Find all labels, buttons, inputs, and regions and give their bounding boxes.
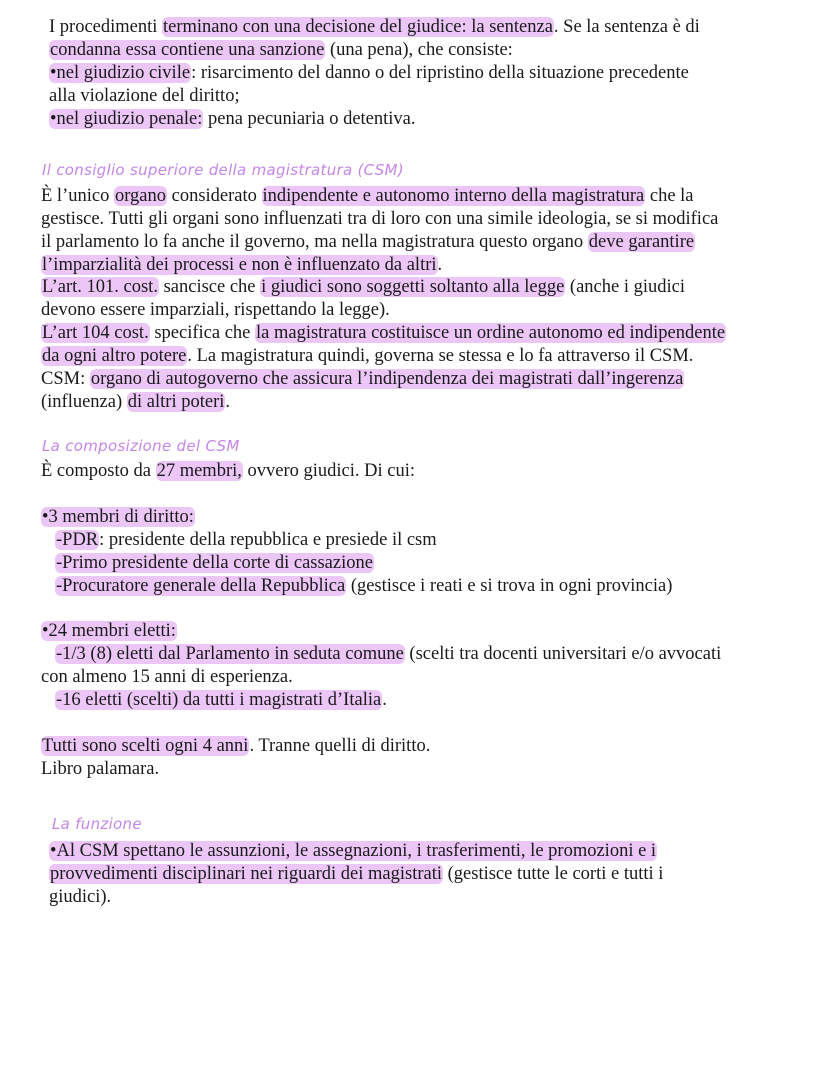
text-line bbox=[41, 391, 230, 414]
text-segment: . Se la sentenza è di bbox=[553, 17, 700, 37]
text-segment: pena pecuniaria o detentiva. bbox=[203, 109, 416, 129]
text-line bbox=[41, 758, 159, 781]
text-segment: Libro palamara. bbox=[41, 759, 160, 779]
text-segment: I procedimenti bbox=[49, 17, 163, 37]
highlighted-text: -PDR bbox=[56, 530, 99, 550]
text-line bbox=[55, 643, 721, 666]
highlighted-text: •nel giudizio penale: bbox=[50, 109, 203, 129]
text-segment: (influenza) bbox=[41, 392, 127, 412]
text-segment: . Tranne quelli di diritto. bbox=[249, 736, 431, 756]
text-line bbox=[49, 863, 663, 886]
text-line bbox=[41, 345, 693, 368]
text-segment: che la bbox=[645, 186, 694, 206]
text-line bbox=[41, 276, 685, 299]
text-line bbox=[49, 16, 700, 39]
text-segment: (gestisce tutte le corti e tutti i bbox=[443, 864, 664, 884]
text-line bbox=[55, 575, 672, 598]
highlighted-text: organo di autogoverno che assicura l’indipendenza dei magistrati dall’ingerenza bbox=[90, 369, 684, 389]
text-segment: sancisce che bbox=[158, 277, 261, 297]
text-segment: (anche i giudici bbox=[565, 277, 685, 297]
text-line bbox=[55, 552, 374, 575]
text-line bbox=[41, 666, 293, 689]
text-line bbox=[41, 620, 177, 643]
highlighted-text: L’art 104 cost. bbox=[42, 323, 149, 343]
text-line bbox=[41, 735, 430, 758]
text-line bbox=[41, 208, 718, 231]
text-line bbox=[41, 506, 195, 529]
text-segment: . bbox=[382, 690, 387, 710]
highlighted-text: la magistratura costituisce un ordine autonomo ed indipendente bbox=[256, 323, 726, 343]
text-segment: È l’unico bbox=[41, 186, 114, 206]
section-heading: Il consiglio superiore della magistratura (CSM) bbox=[42, 161, 404, 179]
highlighted-text: da ogni altro potere bbox=[42, 346, 187, 366]
text-segment: (scelti tra docenti universitari e/o avvocati bbox=[404, 644, 722, 664]
highlighted-text: deve garantire bbox=[588, 232, 695, 252]
highlighted-text: l’imparzialità dei processi e non è influenzato da altri bbox=[42, 255, 437, 275]
text-segment: : risarcimento del danno o del ripristino della situazione precedente bbox=[191, 63, 689, 83]
highlighted-text: 27 membri, bbox=[156, 461, 242, 481]
highlighted-text: -Primo presidente della corte di cassazione bbox=[56, 553, 373, 573]
text-line bbox=[49, 840, 657, 863]
section-heading: La funzione bbox=[52, 815, 142, 833]
text-segment: . La magistratura quindi, governa se stessa e lo fa attraverso il CSM. bbox=[187, 346, 694, 366]
text-segment: . bbox=[225, 392, 230, 412]
highlighted-text: •Al CSM spettano le assunzioni, le assegnazioni, i trasferimenti, le promozioni e i bbox=[50, 841, 657, 861]
text-segment: con almeno 15 anni di esperienza. bbox=[41, 667, 293, 687]
highlighted-text: indipendente e autonomo interno della magistratura bbox=[262, 186, 645, 206]
text-line bbox=[55, 529, 437, 552]
text-line bbox=[49, 62, 689, 85]
text-line bbox=[41, 322, 726, 345]
text-segment: considerato bbox=[167, 186, 262, 206]
highlighted-text: L’art. 101. cost. bbox=[42, 277, 158, 297]
text-segment: ovvero giudici. Di cui: bbox=[242, 461, 415, 481]
text-segment: devono essere imparziali, rispettando la legge). bbox=[41, 300, 390, 320]
text-line bbox=[41, 368, 684, 391]
highlighted-text: •24 membri eletti: bbox=[42, 621, 176, 641]
highlighted-text: provvedimenti disciplinari nei riguardi dei magistrati bbox=[50, 864, 442, 884]
text-line bbox=[41, 254, 442, 277]
text-segment: specifica che bbox=[149, 323, 255, 343]
highlighted-text: -16 eletti (scelti) da tutti i magistrati d’Italia bbox=[56, 690, 382, 710]
highlighted-text: Tutti sono scelti ogni 4 anni bbox=[42, 736, 249, 756]
text-segment: . bbox=[437, 255, 443, 275]
text-line bbox=[41, 299, 390, 322]
text-line bbox=[49, 39, 513, 62]
highlighted-text: •3 membri di diritto: bbox=[42, 507, 194, 527]
highlighted-text: terminano con una decisione del giudice: la sentenza bbox=[163, 17, 553, 37]
text-line bbox=[41, 185, 694, 208]
text-segment: : presidente della repubblica e presiede il csm bbox=[99, 530, 437, 550]
text-line bbox=[41, 231, 695, 254]
text-line bbox=[49, 85, 240, 108]
highlighted-text: i giudici sono soggetti soltanto alla legge bbox=[261, 277, 565, 297]
text-segment: (gestisce i reati e si trova in ogni provincia) bbox=[346, 576, 673, 596]
highlighted-text: -Procuratore generale della Repubblica bbox=[56, 576, 346, 596]
text-segment: alla violazione del diritto; bbox=[49, 86, 240, 106]
text-segment: giudici). bbox=[49, 887, 112, 907]
text-segment: CSM: bbox=[41, 369, 90, 389]
text-segment: il parlamento lo fa anche il governo, ma nella magistratura questo organo bbox=[41, 232, 588, 252]
text-line bbox=[49, 108, 416, 131]
text-line bbox=[41, 460, 415, 483]
text-segment: (una pena), che consiste: bbox=[325, 40, 513, 60]
text-segment: È composto da bbox=[41, 461, 156, 481]
text-line bbox=[55, 689, 387, 712]
highlighted-text: di altri poteri bbox=[127, 392, 225, 412]
section-heading: La composizione del CSM bbox=[42, 437, 240, 455]
highlighted-text: •nel giudizio civile bbox=[50, 63, 191, 83]
highlighted-text: organo bbox=[114, 186, 166, 206]
text-line bbox=[49, 886, 111, 909]
highlighted-text: -1/3 (8) eletti dal Parlamento in seduta comune bbox=[56, 644, 404, 664]
highlighted-text: condanna essa contiene una sanzione bbox=[50, 40, 325, 60]
text-segment: gestisce. Tutti gli organi sono influenzati tra di loro con una simile ideologia, se si modifica bbox=[41, 209, 719, 229]
